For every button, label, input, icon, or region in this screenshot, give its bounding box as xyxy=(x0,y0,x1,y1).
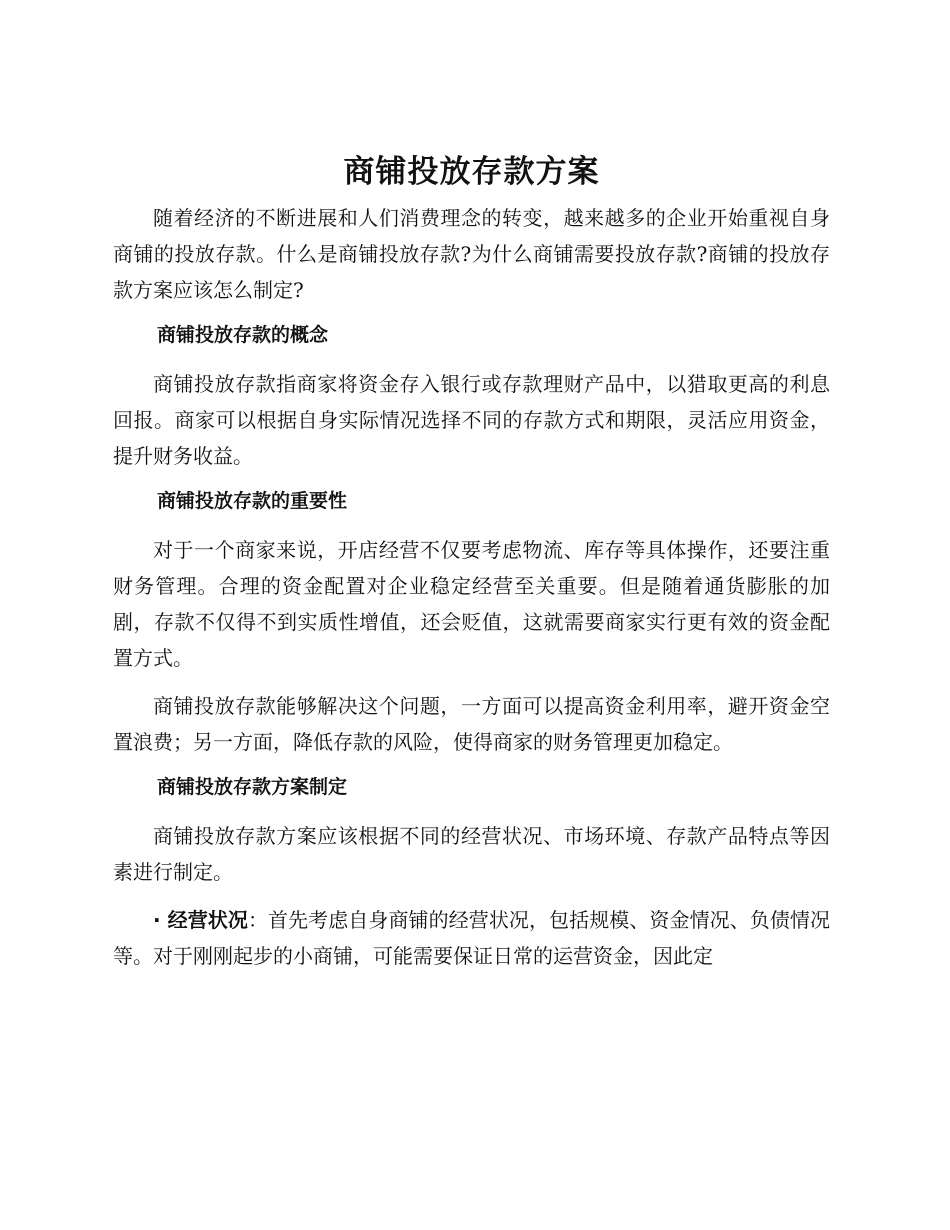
importance-paragraph-1: 对于一个商家来说，开店经营不仅要考虑物流、库存等具体操作，还要注重财务管理。合理的资金配置对企业稳定经营至关重要。但是随着通货膨胀的加剧，存款不仅得不到实质性增值，还会贬值，这就需要商家实行更有效的资金配置方式。 xyxy=(113,538,830,670)
section-heading-plan: 商铺投放存款方案制定 xyxy=(157,776,348,798)
importance-paragraph-2: 商铺投放存款能够解决这个问题，一方面可以提高资金利用率，避开资金空置浪费；另一方面，降低存款的风险，使得商家的财务管理更加稳定。 xyxy=(113,694,830,754)
concept-paragraph: 商铺投放存款指商家将资金存入银行或存款理财产品中，以猎取更高的利息回报。商家可以根据自身实际情况选择不同的存款方式和期限，灵活应用资金，提升财务收益。 xyxy=(113,372,830,468)
document-page xyxy=(113,150,830,986)
bullet-lead: · 经营状况 xyxy=(153,908,248,932)
bullet-text: 首先考虑自身商铺的经营状况，包括规模、资金情况、负债情况等。对于刚刚起步的小商铺，可能需要保证日常的运营资金，因此定 xyxy=(113,908,831,968)
bullet-item-operating-status xyxy=(113,902,830,974)
intro-paragraph: 随着经济的不断进展和人们消费理念的转变，越来越多的企业开始重视自身商铺的投放存款。什么是商铺投放存款?为什么商铺需要投放存款?商铺的投放存款方案应该怎么制定? xyxy=(113,206,830,302)
section-heading-importance: 商铺投放存款的重要性 xyxy=(157,490,348,512)
bullet-separator: ： xyxy=(247,908,269,932)
document-title: 商铺投放存款方案 xyxy=(343,154,600,190)
section-heading-concept: 商铺投放存款的概念 xyxy=(157,324,329,346)
plan-paragraph: 商铺投放存款方案应该根据不同的经营状况、市场环境、存款产品特点等因素进行制定。 xyxy=(113,824,830,884)
